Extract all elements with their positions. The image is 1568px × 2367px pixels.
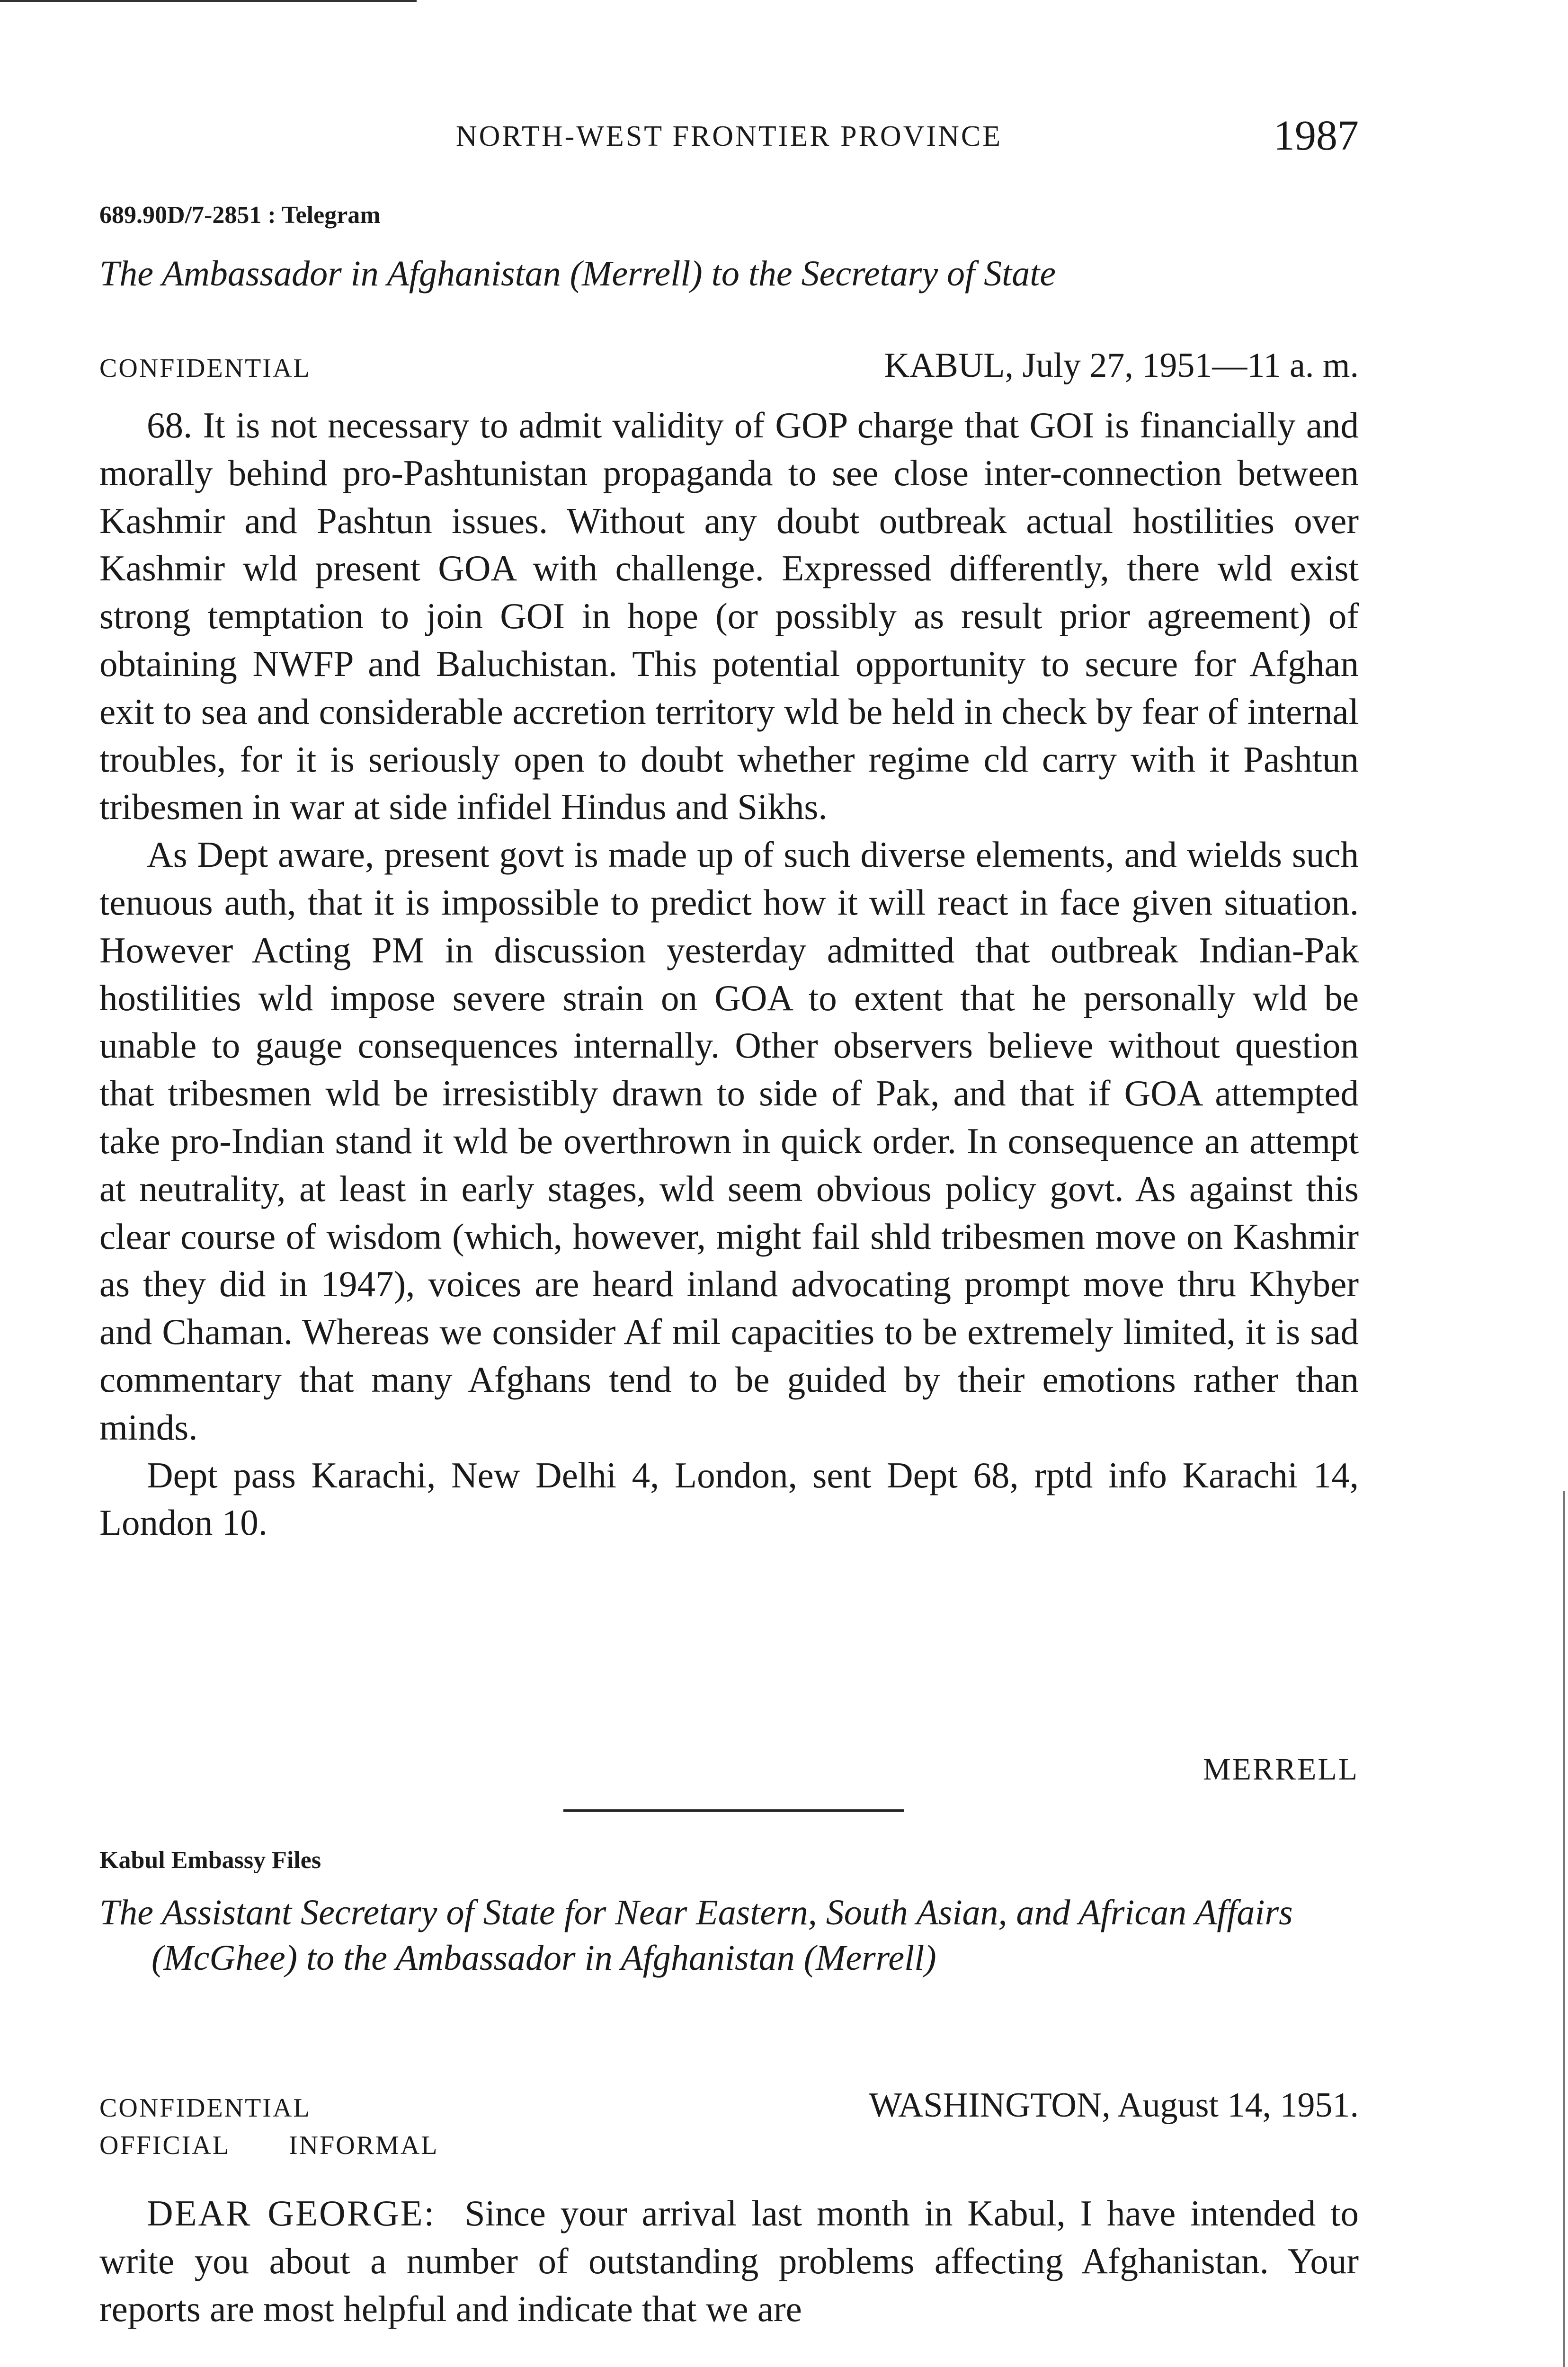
doc2-paragraph-1 bbox=[99, 2189, 1359, 2332]
doc1-title: The Ambassador in Afghanistan (Merrell) to the Secretary of State bbox=[99, 254, 1056, 294]
running-head bbox=[99, 111, 1359, 163]
doc2-classification-informal: INFORMAL bbox=[289, 2131, 439, 2160]
doc2-classification-line bbox=[99, 2130, 1359, 2161]
doc1-paragraph-2: As Dept aware, present govt is made up of such diverse elements, and wields such tenuous auth, that it is impossible to predict how it will react in face given situation. However Acting PM in discussion yesterday admitted that outbreak Indian-Pak hostilities wld impose severe strain on GOA to extent that he personally wld be unable to gauge consequences internally. Other observers believe without question that tribesmen wld be irresistibly drawn to side of Pak, and that if GOA attempted take pro-Indian stand it wld be overthrown in quick order. In consequence an attempt at neutrality, at least in early stages, wld seem obvious policy govt. As against this clear course of wisdom (which, however, might fail shld tribesmen move on Kashmir as they did in 1947), voices are heard inland advocating prompt move thru Khyber and Chaman. Whereas we consider Af mil capacities to be extremely limited, it is sad commentary that many Afghans tend to be guided by their emotions rather than minds. bbox=[99, 834, 1359, 1448]
doc2-file-reference: Kabul Embassy Files bbox=[99, 1847, 321, 1874]
top-edge-rule bbox=[0, 0, 417, 2]
doc2-opening-text: Since your arrival last month in Kabul, I have intended to write you about a number of outstanding problems affecting Afghanistan. Your reports are most helpful and indicate that we are bbox=[99, 2193, 1359, 2329]
doc1-dateline: KABUL, July 27, 1951—11 a. m. bbox=[884, 346, 1359, 385]
doc2-title: The Assistant Secretary of State for Near Eastern, South Asian, and African Affairs (McGhee) to the Ambassador in Afghanistan (Merrell) bbox=[99, 1893, 1293, 1978]
right-page-edge bbox=[1563, 1491, 1565, 2367]
running-head-title: NORTH-WEST FRONTIER PROVINCE bbox=[455, 120, 1003, 152]
doc1-paragraph-3: Dept pass Karachi, New Delhi 4, London, sent Dept 68, rptd info Karachi 14, London 10. bbox=[99, 1454, 1359, 1543]
doc1-header-line bbox=[99, 346, 1359, 386]
doc1-body bbox=[99, 401, 1359, 1547]
doc1-file-reference: 689.90D/7-2851 : Telegram bbox=[99, 202, 381, 229]
doc2-classification: CONFIDENTIAL bbox=[99, 2093, 311, 2123]
doc2-header-line bbox=[99, 2085, 1359, 2126]
doc1-paragraph-1: 68. It is not necessary to admit validity of GOP charge that GOI is financially and morally behind pro-Pashtunistan propaganda to see close inter-connection between Kashmir and Pashtun issues. Without any doubt outbreak actual hostilities over Kashmir wld present GOA with challenge. Expressed differently, there wld exist strong temptation to join GOI in hope (or possibly as result prior agreement) of obtaining NWFP and Baluchistan. This potential opportunity to secure for Afghan exit to sea and considerable accretion territory wld be held in check by fear of internal troubles, for it is seriously open to doubt whether regime cld carry with it Pashtun tribesmen in war at side infidel Hindus and Sikhs. bbox=[99, 405, 1359, 828]
page-number: 1987 bbox=[1274, 112, 1359, 159]
doc2-salutation: DEAR GEORGE: bbox=[147, 2193, 436, 2234]
doc2-body bbox=[99, 2189, 1359, 2332]
doc1-classification: CONFIDENTIAL bbox=[99, 354, 311, 383]
doc2-classification-official: OFFICIAL bbox=[99, 2131, 231, 2160]
document-separator-rule bbox=[563, 1809, 904, 1812]
doc1-signature: MERRELL bbox=[1203, 1752, 1359, 1787]
doc2-dateline: WASHINGTON, August 14, 1951. bbox=[869, 2086, 1359, 2125]
